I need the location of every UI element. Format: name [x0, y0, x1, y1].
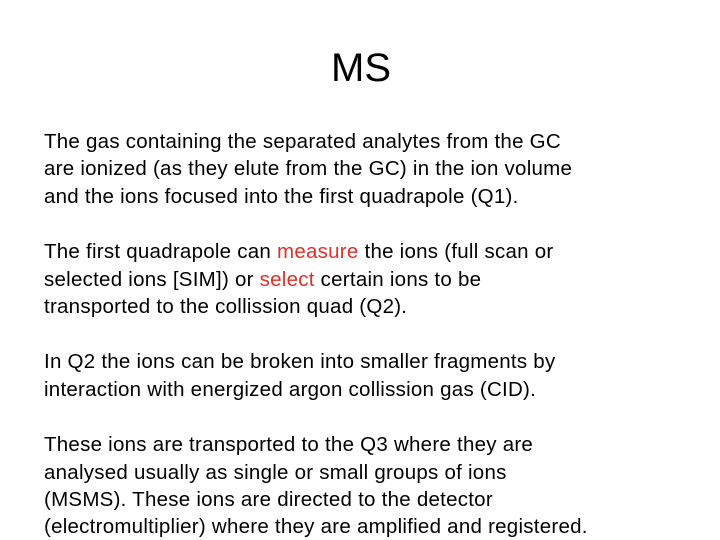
highlight-select: select: [259, 267, 315, 291]
text-line: (electromultiplier) where they are amplified and registered.: [44, 515, 588, 539]
paragraph-gc-ionization: [44, 128, 694, 210]
text-line: the ions (full scan or: [358, 240, 554, 264]
text-line: analysed usually as single or small groups of ions: [44, 460, 507, 484]
text-line: transported to the collission quad (Q2).: [44, 295, 408, 319]
highlight-measure: measure: [277, 240, 359, 264]
text-line: (MSMS). These ions are directed to the detector: [44, 488, 493, 512]
text-line: These ions are transported to the Q3 where they are: [44, 433, 534, 457]
text-line: interaction with energized argon collission gas (CID).: [44, 377, 537, 401]
text-line: and the ions focused into the first quadrapole (Q1).: [44, 184, 519, 208]
paragraph-q3-detection: [44, 431, 694, 540]
slide-body: [44, 128, 694, 540]
slide-title: MS: [331, 46, 391, 90]
paragraph-first-quadrapole: [44, 238, 694, 320]
text-line: The gas containing the separated analytes from the GC: [44, 130, 561, 153]
text-line: In Q2 the ions can be broken into smaller fragments by: [44, 350, 556, 374]
text-line: certain ions to be: [314, 267, 482, 291]
paragraph-q2-fragmentation: [44, 348, 694, 403]
text-line: selected ions [SIM]) or: [44, 267, 260, 291]
text-line: The first quadrapole can: [44, 240, 278, 264]
text-line: are ionized (as they elute from the GC) in the ion volume: [44, 157, 573, 181]
